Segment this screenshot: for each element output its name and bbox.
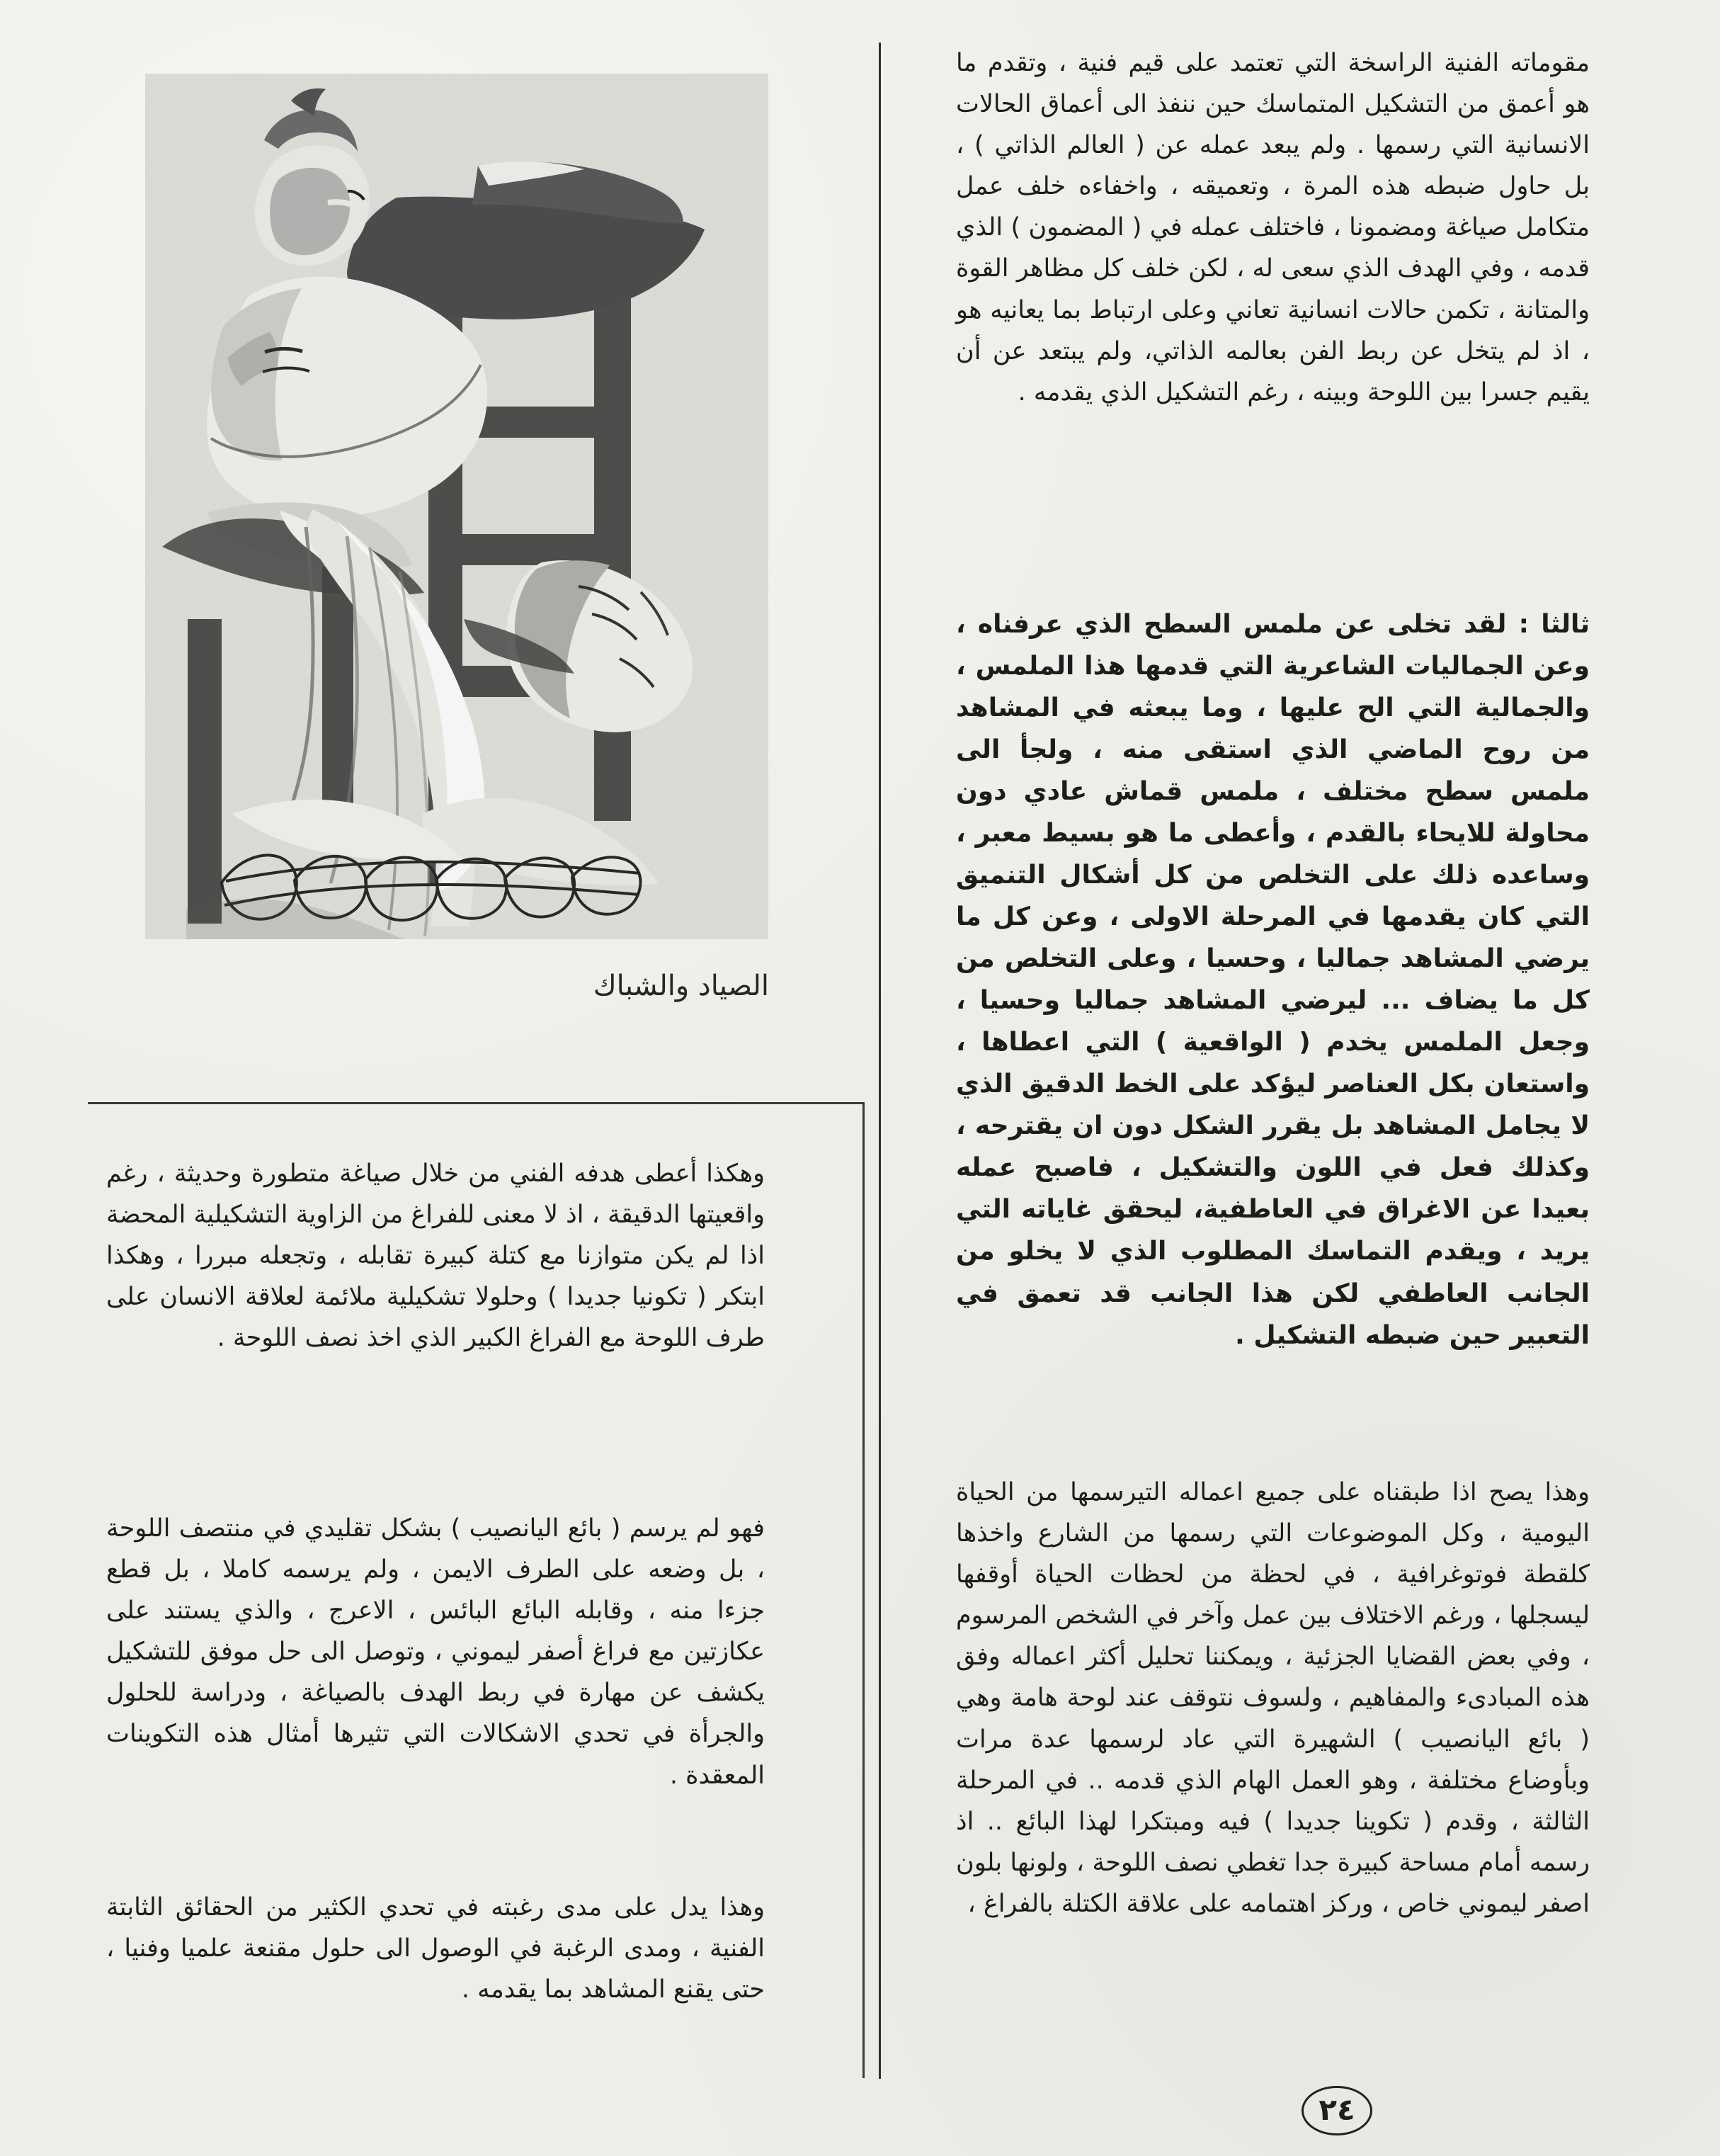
column-divider [879,42,881,2079]
left-column-text-2 [106,1508,765,1796]
left-column-side-rule [862,1102,865,2078]
right-column-bold-text [956,603,1590,1356]
right-column-top-text [956,42,1590,413]
illustration-art [145,74,768,939]
left-column-text-3 [106,1887,765,2010]
left-paragraph-2: فهو لم يرسم ( بائع اليانصيب ) بشكل تقليدي في منتصف اللوحة ، بل وضعه على الطرف الايمن ، ولم يرسمه كاملا ، بل قطع جزءا منه ، وقابله البائع البائس ، الاعرج ، والذي يستند على عكازتين مع فراغ أصفر ليموني ، وتوصل الى حل موفق للتشكيل يكشف عن مهارة في ربط الهدف بالصياغة ، ودراسة للحلول والجرأة في تحدي الاشكالات التي تثيرها أمثال هذه التكوينات المعقدة . [106,1514,765,1790]
fisherman-illustration [145,74,768,939]
right-paragraph-3: وهذا يصح اذا طبقناه على جميع اعماله التيرسمها من الحياة اليومية ، وكل الموضوعات التي رسمها من الشارع واخذها كلقطة فوتوغرافية ، في لحظة من لحظات الحياة أوقفها ليسجلها ، ورغم الاختلاف بين عمل وآخر في الشخص المرسوم ، وفي بعض القضايا الجزئية ، ويمكننا تحليل أكثر اعماله وفق هذه المبادىء والمفاهيم ، ولسوف نتوقف عند لوحة هامة وهي ( بائع اليانصيب ) الشهيرة التي عاد لرسمها عدة مرات وبأوضاع مختلفة ، وهو العمل الهام الذي قدمه .. في المرحلة الثالثة ، وقدم ( تكوينا جديدا ) فيه ومبتكرا لهذا البائع .. اذ رسمه أمام مساحة كبيرة جدا تغطي نصف اللوحة ، ولونها بلون اصفر ليموني خاص ، وركز اهتمامه على علاقة الكتلة بالفراغ ، [956,1478,1590,1918]
page-number: ٢٤ [1302,2086,1372,2135]
left-column-top-rule [88,1102,865,1104]
left-paragraph-3: وهذا يدل على مدى رغبته في تحدي الكثير من الحقائق الثابتة الفنية ، ومدى الرغبة في الوصول الى حلول مقنعة علميا وفنيا ، حتى يقنع المشاهد بما يقدمه . [106,1893,765,2004]
left-paragraph-1: وهكذا أعطى هدفه الفني من خلال صياغة متطورة وحديثة ، رغم واقعيتها الدقيقة ، اذ لا معنى للفراغ من الزاوية التشكيلية المحضة اذا لم يكن متوازنا مع كتلة كبيرة تقابله ، وتجعله مبررا ، وهكذا ابتكر ( تكونيا جديدا ) وحلولا تشكيلية ملائمة لعلاقة الانسان على طرف اللوحة مع الفراغ الكبير الذي اخذ نصف اللوحة . [106,1159,765,1353]
illustration-caption: الصياد والشباك [593,970,769,1002]
right-paragraph-1: مقوماته الفنية الراسخة التي تعتمد على قيم فنية ، وتقدم ما هو أعمق من التشكيل المتماسك حين ننفذ الى أعماق الحالات الانسانية التي رسمها . ولم يبعد عمله عن ( العالم الذاتي ) ، بل حاول ضبطه هذه المرة ، وتعميقه ، واخفاءه خلف عمل متكامل صياغة ومضمونا ، فاختلف عمله في ( المضمون ) الذي قدمه ، وفي الهدف الذي سعى له ، لكن خلف كل مظاهر القوة والمتانة ، تكمن حالات انسانية تعاني وعلى ارتباط بما يعانيه هو ، اذ لم يتخل عن ربط الفن بعالمه الذاتي، ولم يبتعد عن أن يقيم جسرا بين اللوحة وبينه ، رغم التشكيل الذي يقدمه . [956,49,1590,407]
left-column-text-1 [106,1153,765,1358]
right-paragraph-2: ثالثا : لقد تخلى عن ملمس السطح الذي عرفناه ، وعن الجماليات الشاعرية التي قدمها هذا الملمس ، والجمالية التي الح عليها ، وما يبعثه في المشاهد من روح الماضي الذي استقى منه ، ولجأ الى ملمس سطح مختلف ، ملمس قماش عادي دون محاولة للايحاء بالقدم ، وأعطى ما هو بسيط معبر ، وساعده ذلك على التخلص من كل أشكال التنميق التي كان يقدمها في المرحلة الاولى ، وعن كل ما يرضي المشاهد جماليا ، وحسيا ، وعلى التخلص من كل ما يضاف ... ليرضي المشاهد جماليا وحسيا ، وجعل الملمس يخدم ( الواقعية ) التي اعطاها ، واستعان بكل العناصر ليؤكد على الخط الدقيق الذي لا يجامل المشاهد بل يقرر الشكل دون ان يقترحه ، وكذلك فعل في اللون والتشكيل ، فاصبح عمله بعيدا عن الاغراق في العاطفية، ليحقق غاياته التي يريد ، ويقدم التماسك المطلوب الذي لا يخلو من الجانب العاطفي لكن هذا الجانب قد تعمق في التعبير حين ضبطه التشكيل . [956,610,1590,1350]
right-column-bottom-text [956,1472,1590,1924]
